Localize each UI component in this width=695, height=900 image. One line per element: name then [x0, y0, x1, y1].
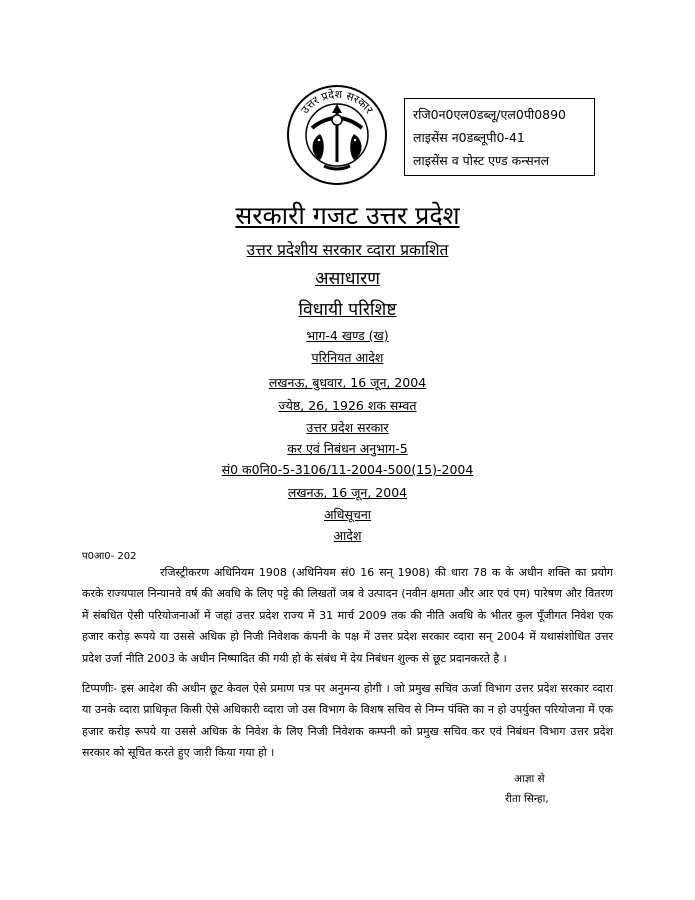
by-order-label: आज्ञा से [514, 773, 545, 785]
order-heading: आदेश [333, 528, 362, 543]
reference-number: सं0 क0नि0-5-3106/11-2004-500(15)-2004 [221, 462, 474, 477]
part-label: भाग-4 खण्ड (ख) [306, 328, 389, 343]
issuer-government: उत्तर प्रदेश सरकार [306, 420, 389, 435]
government-emblem-icon [286, 84, 388, 186]
registration-box [404, 98, 595, 176]
main-paragraph: रजिस्ट्रीकरण अधिनियम 1908 (अधिनियम सं0 16 सन् 1908) की धारा 78 क के अधीन शक्ति का प्रयोग करके राज्यपाल निन्यानवे वर्ष की अवधि के लिए पट्टे की लिखतों जब वे उत्पादन (नवीन क्षमता और आर एवं एम) पारेषण और वितरण में संबधित ऐसी परियोजनाओं में जहां उत्तर प्रदेश राज्य में 31 मार्च 2009 तक की नीति अवधि के भीतर कुल पूँजीगत निवेश एक हजार करोड़ रूपये या उससे अधिक हो निजी निवेशक कंपनी के पक्ष में उत्तर प्रदेश सरकार व्दारा सन् 2004 में यथासंशोधित उत्तर प्रदेश उर्जा नीति 2003 के अधीन निष्पादित की गयी हो के संबंध में देय निबंधन शुल्क से छूट प्रदानकरते है । [82, 566, 613, 665]
extraordinary-label: असाधारण [315, 269, 380, 289]
date-line: लखनऊ, बुधवार, 16 जून, 2004 [268, 375, 427, 390]
registration-number: रजि0न0एल0डब्लू/एल0पी0890 [413, 107, 567, 122]
license-number: लाइसेंस न0डब्लूपी0-41 [413, 130, 525, 145]
order-type: परिनियत आदेश [311, 350, 384, 365]
publisher-line: उत्तर प्रदेशीय सरकार व्दारा प्रकाशित [246, 241, 449, 259]
svg-text:उत्तर प्रदेश सरकार: उत्तर प्रदेश सरकार [298, 87, 376, 117]
issuer-department: कर एवं निबंधन अनुभाग-5 [287, 441, 408, 456]
postal-license: लाइसेंस व पोस्ट एण्ड कन्सनल [413, 153, 550, 168]
document-reference: प0आ0- 202 [82, 551, 137, 562]
note-paragraph: टिप्पणीः- इस आदेश की अधीन छूट केवल ऐसे प्रमाण पत्र पर अनुमन्य होगी । जो प्रमुख सचिव ऊर्जा विभाग उत्तर प्रदेश सरकार व्दारा या उनके व्दारा प्राधिकृत किसी ऐसे अधिकारी व्दारा जो उस विभाग के विशष सचिव से निम्न पंक्ति का न हो उपर्युक्त परियोजना में एक हजार करोड़ रूपये या उससे अधिक के निवेश के लिए निजी निवेशक कम्पनी को प्रमुख सचिव कर एवं निबंधन विभाग उत्तर प्रदेश सरकार को सूचित करते हुए जारी किया गया हो । [82, 682, 613, 760]
samvat-line: ज्येष्ठ, 26, 1926 शक सम्वत [278, 398, 417, 413]
gazette-title: सरकारी गजट उत्तर प्रदेश [235, 201, 460, 230]
notification-heading: अधिसूचना [323, 507, 372, 522]
supplement-label: विधायी परिशिष्ट [298, 300, 397, 320]
place-date: लखनऊ, 16 जून, 2004 [287, 485, 408, 500]
signatory-name: रीता सिन्हा, [505, 793, 549, 805]
